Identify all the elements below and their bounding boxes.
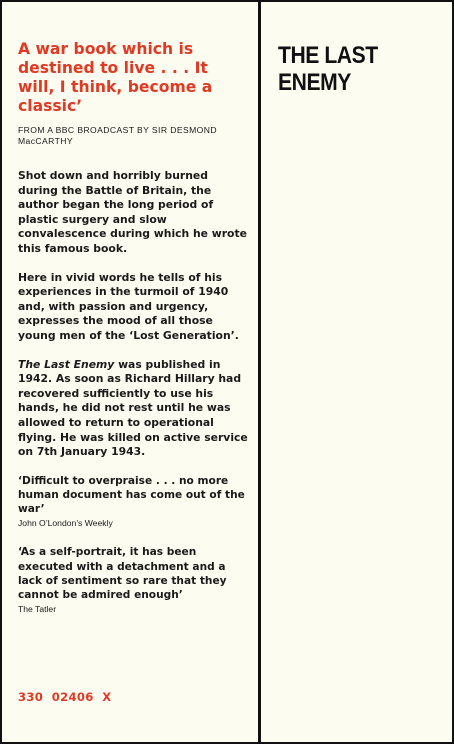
blurb-paragraph-1: Shot down and horribly burned during the Battle of Britain, the author began the long period of plastic surgery and slow convalescence during which he wrote this famous book. — [18, 169, 247, 255]
book-title-italic: The Last Enemy — [18, 357, 115, 371]
review-source-1: John O’London’s Weekly — [18, 518, 113, 529]
headline-quote: A war book which is destined to live . . . It will, I think, become a classic’ — [18, 40, 213, 115]
book-title — [278, 42, 419, 96]
blurb-paragraph-3 — [18, 358, 248, 460]
review-quote-1: ‘Difficult to overpraise . . . no more human document has come out of the war’ — [18, 474, 245, 516]
back-cover-panel — [18, 40, 248, 615]
isbn-code: 330 02406 X — [18, 690, 112, 704]
title-line-1: THE LAST — [278, 42, 378, 69]
headline-source: FROM A BBC BROADCAST BY SIR DESMOND MacCARTHY — [18, 125, 217, 146]
review-quote-2: ‘As a self-portrait, it has been executed with a detachment and a lack of sentiment so rare that they cannot be admired enough’ — [18, 546, 227, 601]
review-source-2: The Tatler — [18, 604, 57, 615]
blurb-paragraph-2: Here in vivid words he tells of his experiences in the turmoil of 1940 and, with passion and urgency, expresses the mood of all those young men of the ‘Lost Generation’. — [18, 270, 239, 342]
panel-divider — [258, 2, 261, 742]
blurb-paragraph-3-text: was published in 1942. As soon as Richard Hillary had recovered sufficiently to use his hands, he did not rest until he was allowed to return to operational flying. He was killed on active service on 7th January 1943. — [18, 357, 248, 459]
title-line-2: ENEMY — [278, 69, 351, 96]
